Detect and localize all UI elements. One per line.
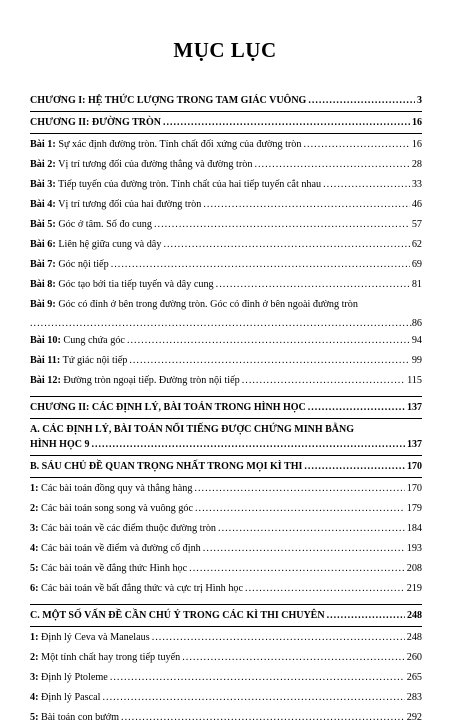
dot-leader (121, 711, 405, 724)
toc-entry-label (30, 582, 243, 595)
toc-entry-label (30, 138, 302, 151)
dot-leader (30, 317, 412, 330)
dot-leader (216, 278, 410, 291)
entry-title: Các bài toán về các điểm thuộc đường tròn (41, 523, 217, 534)
toc-lesson[interactable] (30, 214, 422, 234)
toc-page-number: 219 (406, 583, 422, 594)
toc-chapter-3[interactable] (30, 397, 422, 418)
entry-title: Bài toán con bướm (41, 712, 120, 723)
entry-title: Một tính chất hay trong tiếp tuyến (41, 652, 181, 663)
lesson-list (30, 134, 422, 294)
entry-title: Các bài toán song song và vuông góc (41, 503, 193, 514)
toc-topic[interactable] (30, 558, 422, 578)
toc-page-number: 16 (412, 117, 422, 128)
entry-title: Định lý Pascal (41, 692, 101, 703)
toc-page-number: 28 (411, 159, 422, 170)
dot-leader (308, 94, 415, 107)
toc-chapter-1[interactable] (30, 90, 422, 111)
entry-number: Bài 4: (30, 199, 56, 210)
entry-number: Bài 3: (30, 179, 56, 190)
lesson-list-continued (30, 330, 422, 390)
entry-number: Bài 12: (30, 375, 61, 386)
toc-label: A. CÁC ĐỊNH LÝ, BÀI TOÁN NỔI TIẾNG ĐƯỢC CHỨNG MINH BẰNG (30, 424, 355, 435)
entry-title: Sự xác định đường tròn. Tính chất đối xứng của đường tròn (58, 139, 302, 150)
dot-leader (111, 258, 410, 271)
toc-page-number: 283 (406, 692, 422, 703)
dot-leader (102, 691, 404, 704)
toc-topic[interactable] (30, 478, 422, 498)
entry-title: Các bài toán về điểm và đường cố định (41, 543, 201, 554)
entry-number: Bài 10: (30, 335, 61, 346)
entry-title: Các bài toán về đẳng thức Hình học (41, 563, 188, 574)
dot-leader (91, 438, 405, 451)
dot-leader (254, 158, 409, 171)
dot-leader (308, 401, 405, 414)
entry-title: Cung chứa góc (63, 335, 125, 346)
entry-title: Góc tạo bởi tia tiếp tuyến và dây cung (58, 279, 214, 290)
toc-entry-label (30, 502, 193, 515)
toc-page-number: 16 (411, 139, 422, 150)
toc-page-number: 260 (406, 652, 422, 663)
dot-leader (242, 374, 405, 387)
entry-title: Vị trí tương đối của hai đường tròn (58, 199, 202, 210)
toc-topic[interactable] (30, 647, 422, 667)
toc-lesson[interactable] (30, 234, 422, 254)
dot-leader (304, 460, 405, 473)
entry-number: Bài 5: (30, 219, 56, 230)
toc-section-c[interactable] (30, 605, 422, 626)
toc-page-number: 248 (407, 610, 422, 621)
entry-number: 5: (30, 563, 39, 574)
toc-chapter-2[interactable] (30, 112, 422, 133)
toc-page-number: 3 (417, 95, 422, 106)
toc-topic[interactable] (30, 707, 422, 727)
entry-title: Định lý Ptoleme (41, 672, 108, 683)
entry-number: 6: (30, 583, 39, 594)
toc-page-number: 292 (406, 712, 422, 723)
toc-lesson[interactable] (30, 194, 422, 214)
toc-page-number: 81 (411, 279, 422, 290)
toc-page-number: 179 (406, 503, 422, 514)
toc-entry-label (30, 238, 161, 251)
entry-number: 4: (30, 543, 39, 554)
dot-leader (110, 671, 405, 684)
dot-leader (203, 198, 409, 211)
toc-page-number: 265 (406, 672, 422, 683)
toc-lesson[interactable] (30, 254, 422, 274)
toc-page-number: 86 (411, 318, 422, 329)
toc-page-number: 69 (411, 259, 422, 270)
toc-page-number: 62 (411, 239, 422, 250)
dot-leader (182, 651, 404, 664)
topic-list-b (30, 478, 422, 598)
entry-title: Góc nội tiếp (58, 259, 109, 270)
entry-title: Liên hệ giữa cung và dây (58, 239, 162, 250)
dot-leader (163, 238, 409, 251)
toc-page-number: 57 (411, 219, 422, 230)
entry-title: Đường tròn ngoại tiếp. Đường tròn nội tiếp (63, 375, 240, 386)
entry-number: Bài 7: (30, 259, 56, 270)
toc-label: B. SÁU CHỦ ĐỀ QUAN TRỌNG NHẤT TRONG MỌI KÌ THI (30, 461, 303, 472)
toc-entry-label (30, 671, 108, 684)
toc-page-number: 46 (411, 199, 422, 210)
entry-number: Bài 2: (30, 159, 56, 170)
dot-leader (194, 482, 404, 495)
toc-page-number: 193 (406, 543, 422, 554)
toc-entry-label (30, 651, 180, 664)
toc-entry-label (30, 562, 187, 575)
toc-entry-label (30, 158, 252, 171)
topic-list-c (30, 627, 422, 727)
entry-title: Vị trí tương đối của đường thẳng và đường tròn (58, 159, 253, 170)
entry-number: 1: (30, 632, 39, 643)
toc-entry-label (30, 178, 321, 191)
entry-number: Bài 8: (30, 279, 56, 290)
toc-topic[interactable] (30, 627, 422, 647)
toc-page-number: 208 (406, 563, 422, 574)
entry-title: Các bài toán đồng quy và thẳng hàng (41, 483, 193, 494)
toc-page-number: 33 (411, 179, 422, 190)
toc-page-number: 115 (407, 375, 422, 386)
page-title: MỤC LỤC (173, 38, 277, 62)
entry-number: 3: (30, 523, 39, 534)
entry-title: Tiếp tuyến của đường tròn. Tính chất của hai tiếp tuyến cắt nhau (58, 179, 322, 190)
toc-lesson[interactable] (30, 350, 422, 370)
toc-page-number: 137 (407, 439, 422, 450)
toc-page-number: 184 (406, 523, 422, 534)
toc-lesson[interactable] (30, 274, 422, 294)
dot-leader (154, 218, 410, 231)
dot-leader (189, 562, 405, 575)
toc-entry-label (30, 334, 125, 347)
toc-lesson[interactable] (30, 154, 422, 174)
lesson-number: Bài 9: (30, 299, 56, 310)
toc-entry-label (30, 258, 109, 271)
dot-leader (127, 334, 410, 347)
toc-entry-label (30, 542, 201, 555)
toc-label-continued: HÌNH HỌC 9 (30, 439, 90, 450)
dot-leader (327, 609, 405, 622)
toc-topic[interactable] (30, 518, 422, 538)
toc-entry-label (30, 198, 201, 211)
toc-entry-label (30, 482, 192, 495)
entry-number: 2: (30, 503, 39, 514)
toc-lesson[interactable] (30, 330, 422, 350)
lesson-title: Góc có đỉnh ở bên trong đường tròn. Góc có đỉnh ở bên ngoài đường tròn (58, 299, 358, 310)
dot-leader (129, 354, 409, 367)
toc-entry-label (30, 631, 150, 644)
toc-page-number: 248 (406, 632, 422, 643)
toc-page-number: 94 (411, 335, 422, 346)
toc-lesson[interactable] (30, 134, 422, 154)
entry-number: Bài 6: (30, 239, 56, 250)
entry-title: Định lý Ceva và Manelaus (41, 632, 150, 643)
dot-leader (163, 116, 410, 129)
dot-leader (304, 138, 410, 151)
toc-topic[interactable] (30, 498, 422, 518)
entry-title: Tứ giác nội tiếp (62, 355, 128, 366)
toc-label: C. MỘT SỐ VẤN ĐỀ CẦN CHÚ Ý TRONG CÁC KÌ THI CHUYÊN (30, 610, 325, 621)
toc-entry-label (30, 278, 214, 291)
toc-label: CHƯƠNG II: ĐƯỜNG TRÒN (30, 117, 162, 128)
entry-title: Góc ở tâm. Số đo cung (58, 219, 152, 230)
toc-entry-label (30, 691, 100, 704)
toc-entry-label (30, 711, 119, 724)
entry-number: Bài 1: (30, 139, 56, 150)
toc-page-number: 170 (406, 483, 422, 494)
toc-lesson-9[interactable] (30, 294, 422, 330)
toc-label: CHƯƠNG I: HỆ THỨC LƯỢNG TRONG TAM GIÁC VUÔNG (30, 95, 307, 106)
toc-label: CHƯƠNG II: CÁC ĐỊNH LÝ, BÀI TOÁN TRONG HÌNH HỌC (30, 402, 306, 413)
toc-page-number: 99 (411, 355, 422, 366)
dot-leader (195, 502, 405, 515)
toc-entry-label (30, 522, 216, 535)
entry-number: 4: (30, 692, 39, 703)
toc-page-number: 137 (407, 402, 422, 413)
entry-number: Bài 11: (30, 355, 61, 366)
entry-title: Các bài toán về bất đẳng thức và cực trị Hình học (41, 583, 244, 594)
entry-number: 3: (30, 672, 39, 683)
entry-number: 1: (30, 483, 39, 494)
toc-page-number: 170 (407, 461, 422, 472)
toc-topic[interactable] (30, 578, 422, 598)
dot-leader (152, 631, 405, 644)
toc-topic[interactable] (30, 538, 422, 558)
entry-number: 5: (30, 712, 39, 723)
toc-lesson[interactable] (30, 174, 422, 194)
toc-lesson[interactable] (30, 370, 422, 390)
toc-entry-label (30, 354, 127, 367)
dot-leader (218, 522, 405, 535)
toc-section-b[interactable] (30, 456, 422, 477)
toc-section-a[interactable] (30, 419, 422, 451)
dot-leader (245, 582, 405, 595)
dot-leader (323, 178, 410, 191)
toc-entry-label (30, 218, 152, 231)
toc-entry-label (30, 374, 240, 387)
table-of-contents (30, 90, 422, 727)
toc-topic[interactable] (30, 667, 422, 687)
entry-number: 2: (30, 652, 39, 663)
toc-topic[interactable] (30, 687, 422, 707)
dot-leader (203, 542, 405, 555)
